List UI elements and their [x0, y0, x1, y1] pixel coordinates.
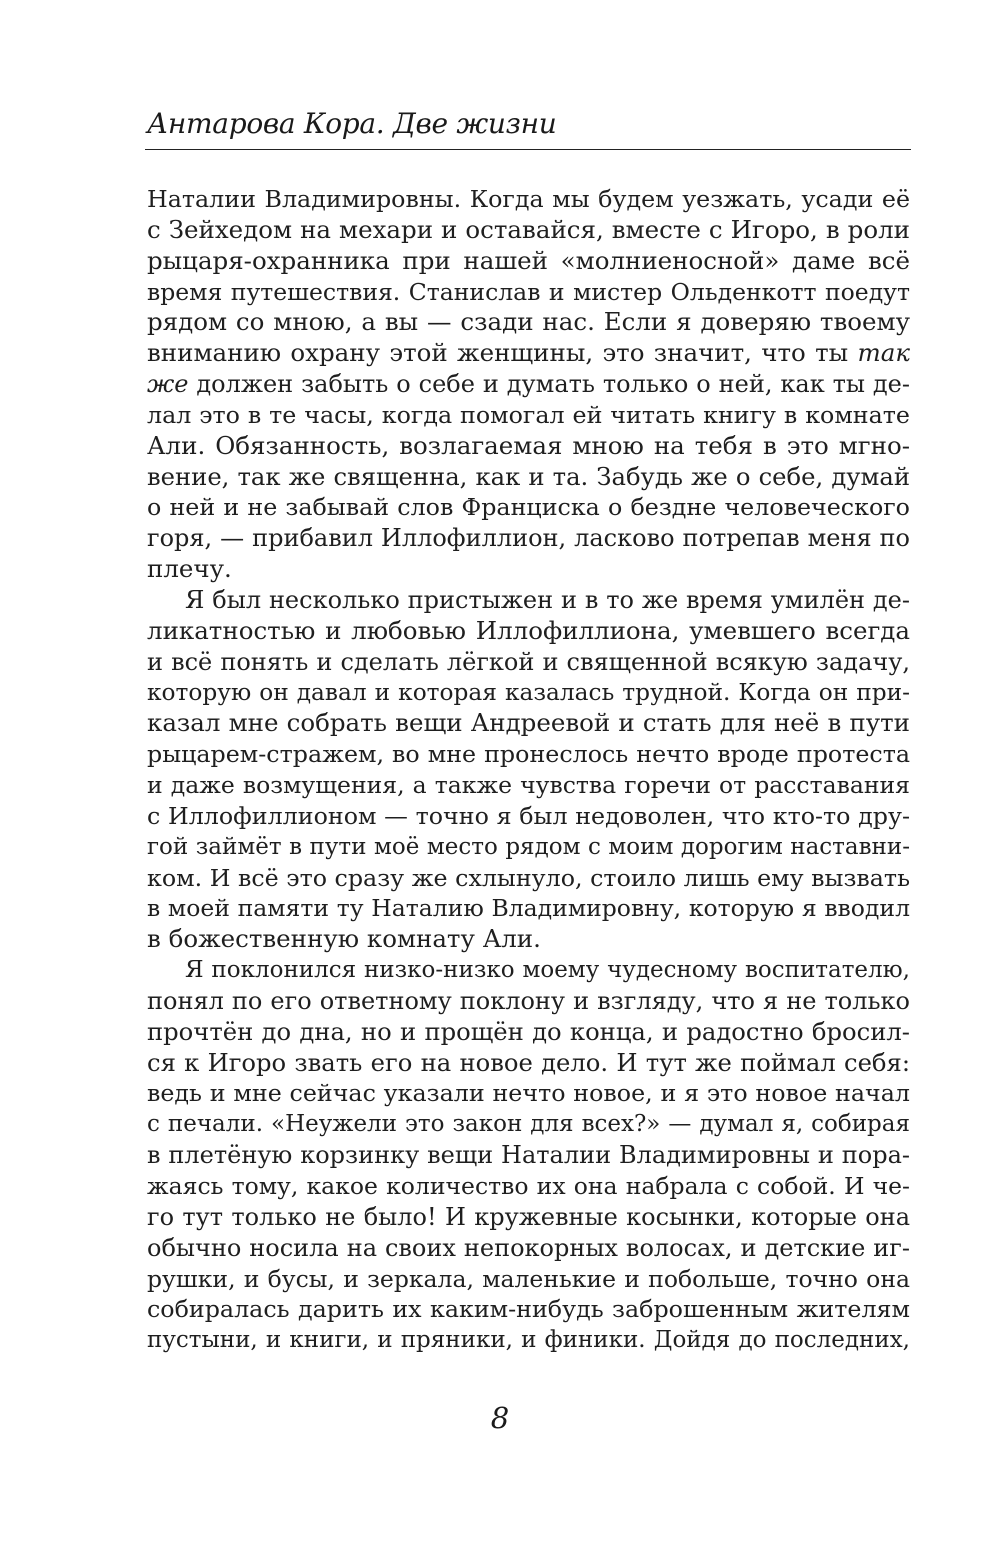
body-text	[147, 184, 910, 1356]
text-line: с Иллофиллионом — точно я был недоволен, что кто-то дру-	[147, 801, 910, 830]
text-line: плечу.	[147, 554, 232, 584]
text-line: ликатностью и любовью Иллофиллиона, умевшего всегда	[147, 615, 910, 645]
text-line: о ней и не забывай слов Франциска о бездне человеческого	[147, 493, 910, 522]
text-line: собиралась дарить их каким-нибудь заброшенным жителям	[147, 1295, 910, 1324]
text-line: в божественную комнату Али.	[147, 924, 541, 954]
text-line: казал мне собрать вещи Андреевой и стать для неё в пути	[147, 708, 910, 738]
text-line: лал это в те часы, когда помогал ей читать книгу в комнате	[147, 400, 910, 429]
text-line: жаясь тому, какое количество их она набрала с собой. И че-	[147, 1172, 910, 1200]
text-line: го тут только не было! И кружевные косынки, которые она	[147, 1202, 910, 1231]
text-line-with-italic	[147, 338, 910, 369]
text-line: ся к Игоро звать его на новое дело. И тут же поймал себя:	[147, 1047, 910, 1077]
text-line: Я поклонился низко-низко моему чудесному воспитателю,	[185, 957, 910, 984]
text-segment: должен забыть о себе и думать только о ней, как ты де-	[196, 370, 910, 399]
text-line: Наталии Владимировны. Когда мы будем уезжать, усади её	[147, 185, 910, 213]
text-line: в плетёную корзинку вещи Наталии Владимировны и пора-	[147, 1141, 910, 1170]
running-title: Антарова Кора. Две жизни	[147, 107, 557, 140]
text-line-with-italic	[147, 369, 910, 400]
text-segment: вниманию охрану этой женщины, это значит, что ты	[147, 338, 849, 368]
text-line: рыцарем-стражем, во мне пронеслось нечто вроде протеста	[147, 740, 910, 769]
italic-word: же	[147, 370, 189, 399]
text-line: которую он давал и которая казалась трудной. Когда он при-	[147, 678, 910, 706]
text-line: рушки, и бусы, и зеркала, маленькие и побольше, точно она	[147, 1264, 910, 1293]
text-line: и всё понять и сделать лёгкой и священной всякую задачу,	[147, 647, 910, 676]
text-line: понял по его ответному поклону и взгляду, что я не только	[147, 986, 910, 1015]
text-line: вение, так же священна, как и та. Забудь же о себе, думай	[147, 461, 910, 491]
text-line: время путешествия. Станислав и мистер Ольденкотт поедут	[147, 277, 910, 306]
text-line: ведь и мне сейчас указали нечто новое, и я это новое начал	[147, 1079, 910, 1108]
text-line: горя, — прибавил Иллофиллион, ласково потрепав меня по	[147, 524, 910, 553]
text-line: рядом со мною, а вы — сзади нас. Если я доверяю твоему	[147, 307, 910, 337]
text-line: ком. И всё это сразу же схлынуло, стоило лишь ему вызвать	[147, 863, 910, 892]
text-line: в моей памяти ту Наталию Владимировну, которую я вводил	[147, 894, 910, 923]
text-line: с печали. «Неужели это закон для всех?» — думал я, собирая	[147, 1111, 910, 1138]
page-number: 8	[490, 1401, 510, 1435]
text-line: гой займёт в пути моё место рядом с моим дорогим наставни-	[147, 833, 910, 860]
text-line: рыцаря-охранника при нашей «молниеносной» даме всё	[147, 245, 910, 275]
text-line: с Зейхедом на мехари и оставайся, вместе с Игоро, в роли	[147, 214, 910, 244]
text-line: обычно носила на своих непокорных волосах, и детские иг-	[147, 1233, 910, 1262]
text-line: прочтён до дна, но и прощён до конца, и радостно бросил-	[147, 1016, 910, 1046]
header-rule	[145, 149, 911, 150]
text-line: Я был несколько пристыжен и в то же время умилён де-	[185, 585, 910, 614]
text-line: пустыни, и книги, и пряники, и финики. Дойдя до последних,	[147, 1327, 910, 1354]
text-line: и даже возмущения, а также чувства горечи от расставания	[147, 771, 910, 800]
text-line: Али. Обязанность, возлагаемая мною на тебя в это мгно-	[147, 430, 910, 460]
italic-word: так	[857, 338, 910, 368]
